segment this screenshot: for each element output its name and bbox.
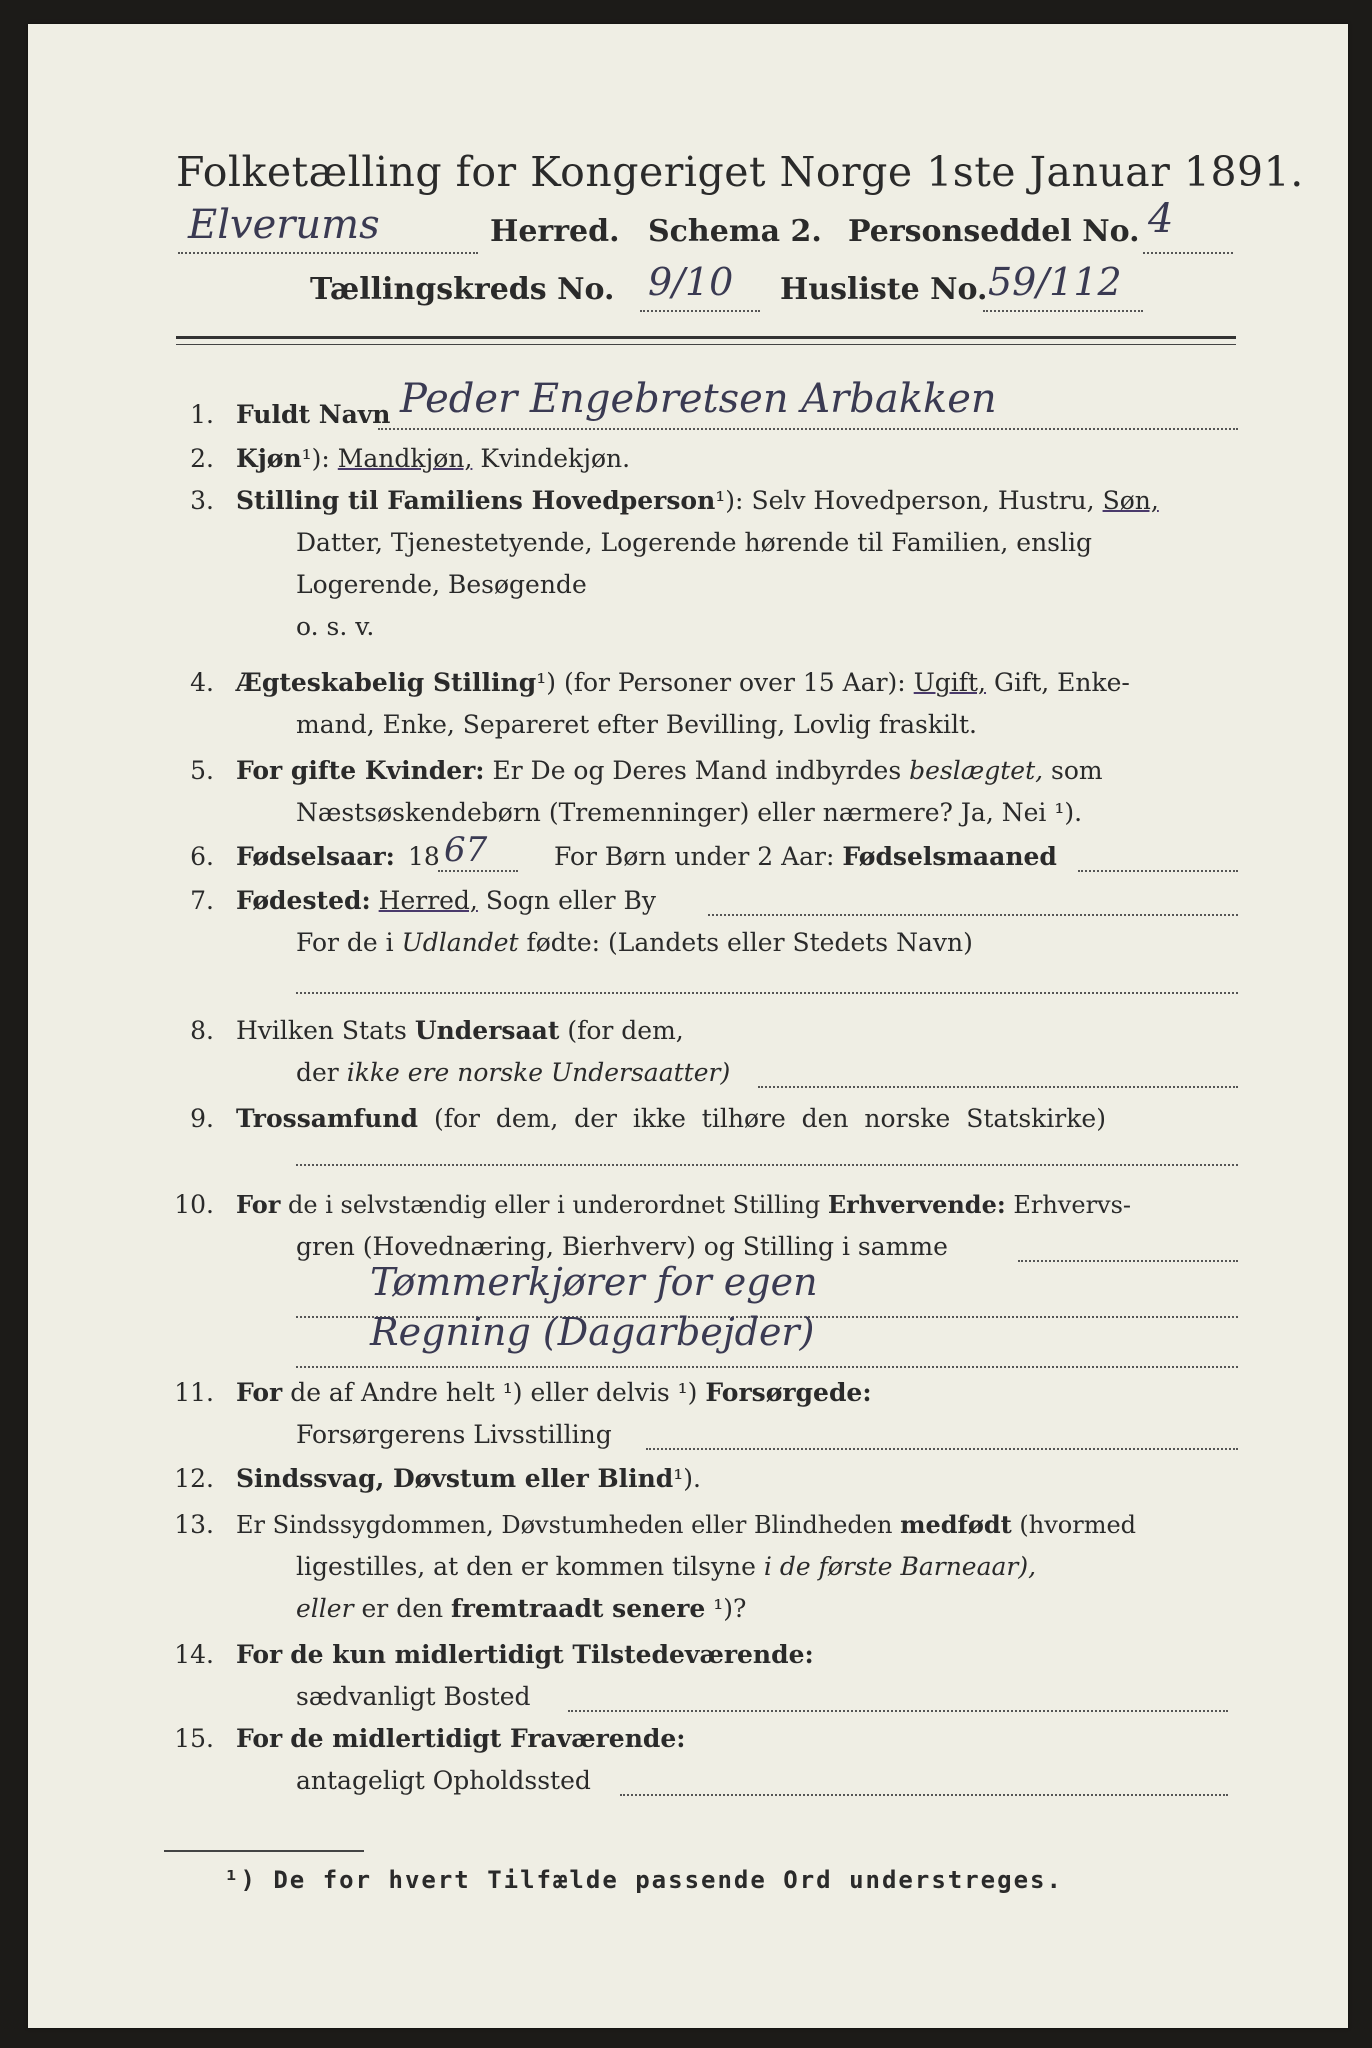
q11-number: 11. <box>174 1378 214 1407</box>
q9-label: Trossamfund <box>236 1104 419 1133</box>
q13-line3-bold: fremtraadt senere <box>451 1594 706 1623</box>
q12-sup: ¹). <box>673 1464 702 1493</box>
q12-label: Sindssvag, Døvstum eller Blind <box>236 1464 674 1493</box>
q13-number: 13. <box>174 1510 214 1539</box>
q4-option-ugift: Ugift, <box>913 668 987 697</box>
q9-line1 <box>236 1104 1106 1133</box>
q3-line1 <box>236 486 1159 515</box>
q7-line2em: Udlandet <box>401 928 519 957</box>
q7-dotline1 <box>708 914 1238 916</box>
footnote-rule <box>164 1850 364 1852</box>
q10-number: 10. <box>174 1190 214 1219</box>
census-form-sheet <box>28 24 1348 2028</box>
q2-option-mandkjon: Mandkjøn, <box>337 444 473 473</box>
q15-line1 <box>236 1724 686 1753</box>
q5-line2: Næstsøskendebørn (Tremenninger) eller nærmere? Ja, Nei ¹). <box>296 798 1083 827</box>
q13-line2 <box>296 1552 1036 1581</box>
q3-line2: Datter, Tjenestetyende, Logerende hørende til Familien, enslig <box>296 528 1093 557</box>
q7-dotline2 <box>296 992 1238 994</box>
q2-label: Kjøn <box>236 444 302 473</box>
q5-line1 <box>236 756 1103 785</box>
q1-dotline <box>378 428 1238 430</box>
q10-line1-text: de i selvstændig eller i underordnet Stilling <box>288 1191 821 1219</box>
q11-dotline <box>646 1448 1238 1450</box>
q15-dotline <box>620 1794 1228 1796</box>
q7-option-herred: Herred, <box>378 886 478 915</box>
q6-prefix: 18 <box>408 842 440 871</box>
q5-text-a: Er De og Deres Mand indbyrdes <box>492 756 902 785</box>
taellingskreds-dotline <box>640 310 760 312</box>
q15-label: For <box>236 1724 283 1753</box>
q5-label: For gifte Kvinder: <box>236 756 485 785</box>
q10-value2: Regning (Dagarbejder) <box>370 1310 815 1354</box>
q14-label: For <box>236 1640 283 1669</box>
q10-line1-end: Erhvervs- <box>1013 1191 1132 1219</box>
q14-line1-text: de kun midlertidigt Tilstedeværende: <box>290 1640 814 1669</box>
q7-label: Fødested: <box>236 886 371 915</box>
q10-label: For <box>236 1190 281 1219</box>
q2-number: 2. <box>190 444 214 473</box>
q13-line3a: er den <box>361 1594 444 1623</box>
q12-line1 <box>236 1464 701 1493</box>
q5-text-em: beslægtet, <box>909 756 1044 785</box>
q13-line1-bold: medfødt <box>900 1510 1012 1539</box>
husliste-value: 59/112 <box>988 260 1122 304</box>
q8-line2em: ikke ere norske Undersaatter) <box>346 1058 731 1087</box>
q8-dotline <box>758 1086 1238 1088</box>
personseddel-dotline <box>1143 252 1233 254</box>
q6-rest-bold: Fødselsmaaned <box>842 842 1057 871</box>
q11-line1-text: de af Andre helt ¹) eller delvis ¹) <box>290 1378 698 1407</box>
header-rule-thin <box>176 344 1236 345</box>
q15-line1-text: de midlertidigt Fraværende: <box>290 1724 686 1753</box>
q4-label: Ægteskabelig Stilling <box>236 668 537 697</box>
q8-label1: Hvilken Stats <box>236 1016 407 1045</box>
q8-number: 8. <box>190 1016 214 1045</box>
q10-dotline1 <box>1018 1260 1238 1262</box>
q6-month-dotline <box>1078 870 1238 872</box>
q8-line1 <box>236 1016 684 1045</box>
q2-option-kvindekjon: Kvindekjøn. <box>480 444 631 473</box>
q8-label2: (for dem, <box>567 1016 684 1045</box>
q14-line1 <box>236 1640 814 1669</box>
schema-label: Schema 2. <box>648 214 822 249</box>
q6-rest <box>554 842 1057 871</box>
q6-dotline <box>438 870 518 872</box>
q11-line1 <box>236 1378 872 1407</box>
taellingskreds-value: 9/10 <box>648 260 734 304</box>
husliste-label: Husliste No. <box>780 272 988 307</box>
q10-line1-bold: Erhvervende: <box>827 1190 1006 1219</box>
q4-sup: ¹) <box>536 668 556 697</box>
q10-line1 <box>236 1190 1131 1219</box>
q10-line2: gren (Hovednæring, Bierhverv) og Stilling i samme <box>296 1232 948 1261</box>
q1-number: 1. <box>190 400 214 429</box>
q12-number: 12. <box>174 1464 214 1493</box>
q7-line2b: fødte: (Landets eller Stedets Navn) <box>526 928 973 957</box>
q3-number: 3. <box>190 486 214 515</box>
q7-line2 <box>296 928 973 957</box>
q13-line2em: i de første Barneaar), <box>763 1552 1037 1581</box>
taellingskreds-label: Tællingskreds No. <box>310 272 615 307</box>
q13-line1b: (hvormed <box>1019 1511 1137 1539</box>
q4-options-rest: Gift, Enke- <box>993 668 1130 697</box>
q13-line3em: eller <box>296 1594 354 1623</box>
q7-line1 <box>236 886 656 915</box>
q3-option-son: Søn, <box>1102 486 1159 515</box>
q7-line2a: For de i <box>296 928 394 957</box>
q13-line2a: ligestilles, at den er kommen tilsyne <box>296 1552 756 1581</box>
q3-options-a: Selv Hovedperson, Hustru, <box>751 486 1095 515</box>
q3-line4: o. s. v. <box>296 612 375 641</box>
q9-rest: (for dem, der ikke tilhøre den norske Statskirke) <box>433 1104 1106 1133</box>
q13-line1 <box>236 1510 1136 1539</box>
q6-label: Fødselsaar: <box>236 842 395 871</box>
q8-label-bold: Undersaat <box>414 1016 560 1045</box>
q3-line3: Logerende, Besøgende <box>296 570 587 599</box>
q10-value1: Tømmerkjører for egen <box>370 1260 818 1304</box>
herred-label: Herred. <box>490 214 620 249</box>
q1-value: Peder Engebretsen Arbakken <box>400 376 997 422</box>
q11-line2: Forsørgerens Livsstilling <box>296 1420 612 1449</box>
q14-line2: sædvanligt Bosted <box>296 1682 531 1711</box>
q15-number: 15. <box>174 1724 214 1753</box>
q6-number: 6. <box>190 842 214 871</box>
q13-line3 <box>296 1594 746 1623</box>
header-rule-thick <box>176 336 1236 339</box>
herred-value: Elverums <box>188 202 380 248</box>
q2-sup: ¹): <box>301 444 330 473</box>
q6-rest-text: For Børn under 2 Aar: <box>554 842 835 871</box>
personseddel-label: Personseddel No. <box>848 214 1140 249</box>
q5-number: 5. <box>190 756 214 785</box>
q8-line2a: der <box>296 1058 339 1087</box>
husliste-dotline <box>983 310 1143 312</box>
q8-line2 <box>296 1058 730 1087</box>
q13-line3b: ¹)? <box>713 1594 747 1623</box>
q4-paren: (for Personer over 15 Aar): <box>563 668 906 697</box>
q4-line1 <box>236 668 1130 697</box>
q9-dotline <box>296 1164 1238 1166</box>
q9-number: 9. <box>190 1104 214 1133</box>
q6-value: 67 <box>444 830 488 870</box>
q4-line2: mand, Enke, Separeret efter Bevilling, Lovlig fraskilt. <box>296 710 977 739</box>
q15-line2: antageligt Opholdssted <box>296 1766 591 1795</box>
q7-options-rest: Sogn eller By <box>485 886 657 915</box>
q2-line <box>236 444 630 473</box>
footnote: ¹) De for hvert Tilfælde passende Ord understreges. <box>224 1866 1063 1894</box>
personseddel-value: 4 <box>1148 196 1174 242</box>
q3-sup: ¹): <box>715 486 744 515</box>
q11-line1-bold: Forsørgede: <box>705 1378 872 1407</box>
q11-label: For <box>236 1378 283 1407</box>
q13-line1a: Er Sindssygdommen, Døvstumheden eller Blindheden <box>236 1511 893 1539</box>
q14-dotline <box>568 1710 1228 1712</box>
q5-text-b: som <box>1051 756 1103 785</box>
form-title: Folketælling for Kongeriget Norge 1ste Januar 1891. <box>176 148 1304 196</box>
q10-dotline3 <box>296 1366 1238 1368</box>
q7-number: 7. <box>190 886 214 915</box>
q3-label: Stilling til Familiens Hovedperson <box>236 486 716 515</box>
herred-dotline <box>178 252 478 254</box>
q1-label: Fuldt Navn <box>236 400 391 429</box>
q4-number: 4. <box>190 668 214 697</box>
q14-number: 14. <box>174 1640 214 1669</box>
